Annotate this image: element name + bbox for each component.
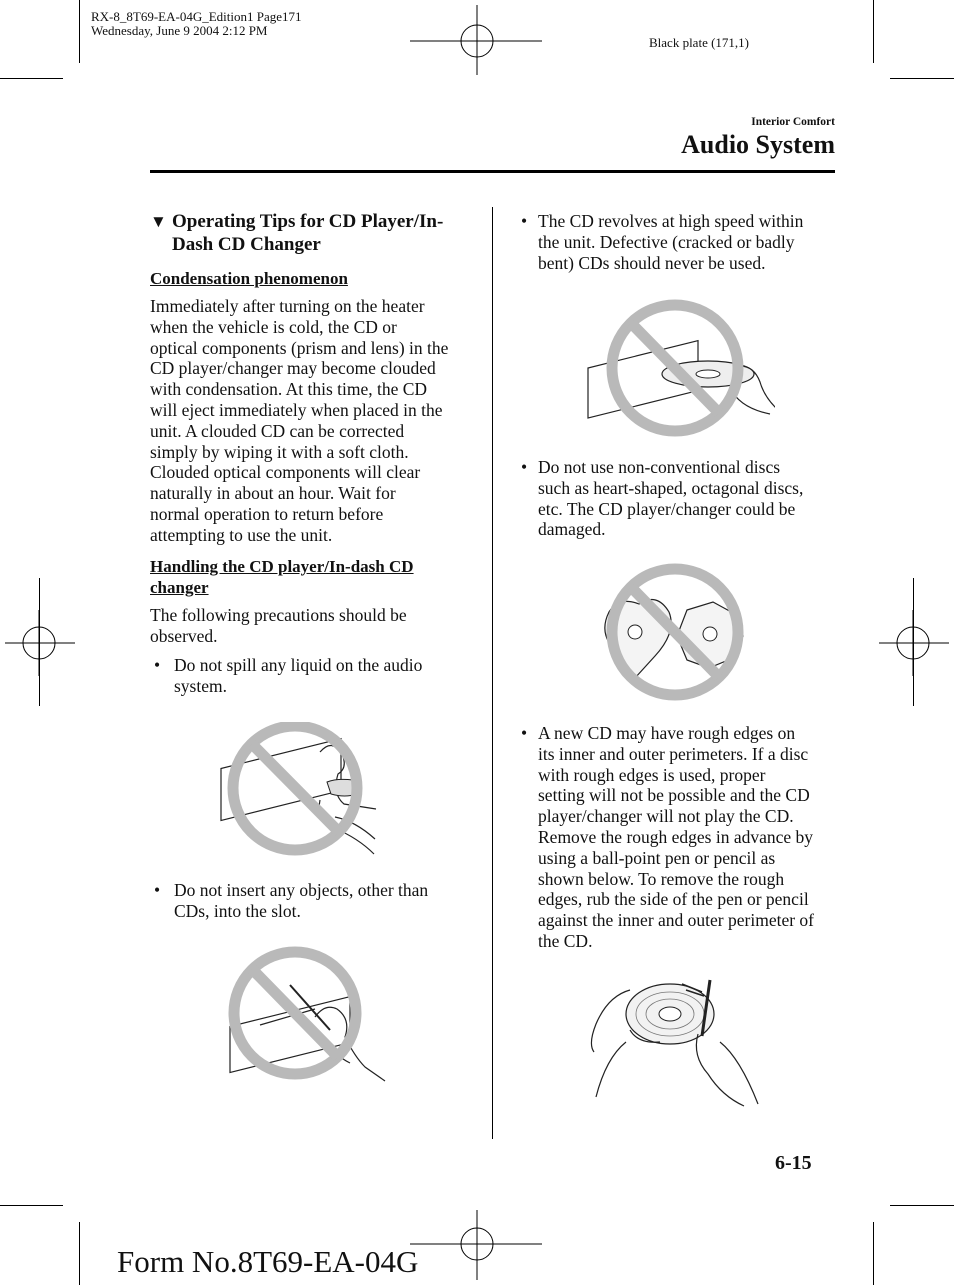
- text-line: setting will not be possible and the CD: [538, 785, 810, 806]
- crop-mark-tl-v: [79, 0, 80, 63]
- text-line: Clouded optical components will clear: [150, 462, 421, 483]
- text-line: player/changer will not play the CD.: [538, 806, 794, 827]
- text-line: with rough edges is used, proper: [538, 764, 766, 785]
- column-divider: [492, 207, 493, 1139]
- text-line: The CD revolves at high speed within: [538, 211, 804, 231]
- crop-mark-tr-h: [890, 78, 954, 79]
- text-line: such as heart-shaped, octagonal discs,: [538, 477, 804, 498]
- text-line: the CD.: [538, 930, 593, 951]
- crop-mark-tr-v: [873, 0, 874, 63]
- bullet-dot: •: [521, 457, 528, 477]
- text-line: Do not insert any objects, other than: [174, 880, 429, 900]
- text-line: edges, rub the side of the pen or pencil: [538, 889, 809, 910]
- bullet-item-nonconventional: [521, 457, 841, 541]
- text-line: damaged.: [538, 519, 606, 540]
- bullet-item-high-speed: [521, 211, 841, 275]
- bullet-dot: •: [154, 655, 161, 675]
- bullet-item-objects: [154, 880, 474, 924]
- text-line: Do not spill any liquid on the audio: [174, 655, 423, 675]
- text-line: observed.: [150, 625, 218, 646]
- section-heading-line1: Operating Tips for CD Player/In-: [172, 211, 444, 232]
- text-line: shown below. To remove the rough: [538, 868, 785, 889]
- text-line: against the inner and outer perimeter of: [538, 910, 815, 931]
- deburring-cd-illustration: [570, 972, 785, 1112]
- registration-mark-right: [879, 610, 949, 676]
- text-line: will eject immediately when placed in the: [150, 399, 443, 420]
- subheading-handling-line1: Handling the CD player/In-dash CD: [150, 557, 414, 576]
- bullet-text: [538, 457, 803, 540]
- crop-mark-bl-h: [0, 1205, 63, 1206]
- bullet-item-liquid: [154, 655, 474, 699]
- text-line: Remove the rough edges in advance by: [538, 826, 814, 847]
- bullet-text: [174, 880, 428, 922]
- file-info-line: RX-8_8T69-EA-04G_Edition1 Page171: [91, 9, 302, 24]
- paragraph-condensation: [150, 296, 480, 546]
- text-line: CDs, into the slot.: [174, 900, 301, 921]
- page-number: 6-15: [775, 1152, 812, 1174]
- section-heading-marker: ▼: [150, 212, 167, 231]
- text-line: optical components (prism and lens) in the: [150, 337, 449, 358]
- date-info-line: Wednesday, June 9 2004 2:12 PM: [91, 23, 268, 38]
- no-liquid-illustration: [215, 722, 400, 862]
- crop-mark-bl-v: [79, 1222, 80, 1285]
- form-number: Form No.8T69-EA-04G: [117, 1244, 419, 1279]
- crop-mark-br-h: [890, 1205, 954, 1206]
- text-line: system.: [174, 675, 227, 696]
- text-line: Do not use non-conventional discs: [538, 457, 781, 477]
- text-line: bent) CDs should never be used.: [538, 252, 766, 273]
- plate-info: Black plate (171,1): [649, 35, 749, 50]
- text-line: unit. A clouded CD can be corrected: [150, 420, 405, 441]
- text-line: naturally in about an hour. Wait for: [150, 483, 396, 504]
- subheading-condensation: Condensation phenomenon: [150, 269, 348, 288]
- section-heading-line2: Dash CD Changer: [172, 234, 321, 255]
- text-line: Immediately after turning on the heater: [150, 296, 425, 316]
- text-line: its inner and outer perimeters. If a disc: [538, 743, 809, 764]
- bullet-dot: •: [521, 211, 528, 231]
- bullet-text: [538, 723, 814, 952]
- text-line: etc. The CD player/changer could be: [538, 498, 796, 519]
- text-line: with condensation. At this time, the CD: [150, 379, 428, 400]
- text-line: A new CD may have rough edges on: [538, 723, 796, 743]
- bullet-dot: •: [521, 723, 528, 743]
- bullet-text: [174, 655, 422, 697]
- subheading-handling-line2: changer: [150, 578, 209, 597]
- bullet-dot: •: [154, 880, 161, 900]
- registration-mark-left: [5, 610, 75, 676]
- text-line: when the vehicle is cold, the CD or: [150, 316, 397, 337]
- no-objects-illustration: [220, 945, 395, 1085]
- bullet-item-rough-edges: [521, 723, 841, 953]
- text-line: The following precautions should be: [150, 605, 407, 625]
- crop-mark-br-v: [873, 1222, 874, 1285]
- section-category: Interior Comfort: [751, 116, 835, 128]
- no-odd-shaped-discs-illustration: [595, 562, 755, 702]
- registration-mark-top: [410, 5, 542, 75]
- text-line: normal operation to return before: [150, 503, 384, 524]
- text-line: using a ball-point pen or pencil as: [538, 847, 776, 868]
- text-line: the unit. Defective (cracked or badly: [538, 231, 795, 252]
- registration-mark-bottom: [410, 1210, 542, 1280]
- section-title: Audio System: [681, 130, 835, 159]
- no-defective-cd-illustration: [580, 298, 775, 438]
- paragraph-precautions: [150, 605, 480, 647]
- crop-mark-tl-h: [0, 78, 63, 79]
- header-rule: [150, 170, 835, 173]
- text-line: simply by wiping it with a soft cloth.: [150, 441, 409, 462]
- bullet-text: [538, 211, 803, 273]
- text-line: attempting to use the unit.: [150, 524, 333, 545]
- text-line: CD player/changer may become clouded: [150, 358, 436, 379]
